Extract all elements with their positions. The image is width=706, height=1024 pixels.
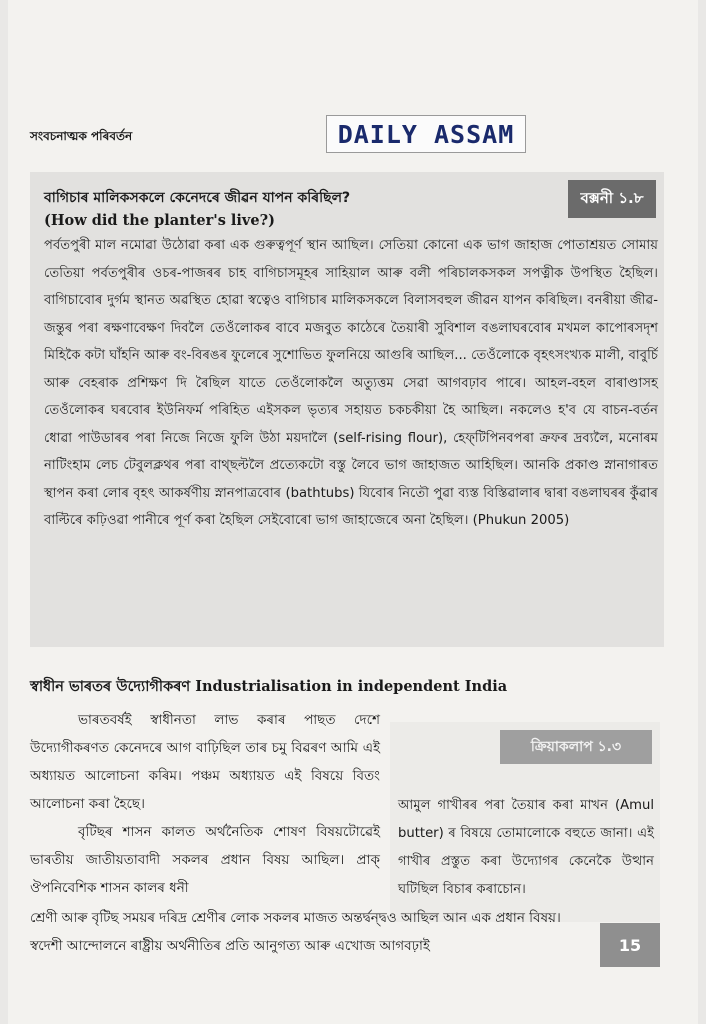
- activity-box: [390, 722, 660, 922]
- activity-badge: ক্ৰিয়াকলাপ ১.৩: [500, 730, 652, 764]
- box-1-8: [30, 172, 664, 647]
- section-heading-assamese: স্বাধীন ভাৰতৰ উদ্যোগীকৰণ: [30, 679, 191, 695]
- box-question-assamese: বাগিচাৰ মালিকসকলে কেনেদৰে জীৱন যাপন কৰিছিল?: [44, 190, 351, 206]
- activity-body: আমুল গাখীৰৰ পৰা তৈয়াৰ কৰা মাখন (Amul butter) ৰ বিষয়ে তোমালোকে বহুতে জানা। এই গাখীৰ প্ৰস্তুত কৰা উদ্যোগৰ কেনেকৈ উত্থান ঘটিছিল বিচাৰ কৰাচোন।: [398, 798, 654, 897]
- section-heading-english: Industrialisation in independent India: [195, 678, 508, 695]
- box-number-badge: বক্সনী ১.৮: [568, 180, 656, 218]
- activity-text: [398, 792, 654, 904]
- chapter-title: সংবচনাত্মক পৰিবৰ্তন: [30, 129, 133, 143]
- box-question-english: (How did the planter's live?): [44, 212, 275, 229]
- paragraph-1: ভাৰতবৰ্ষই স্বাধীনতা লাভ কৰাৰ পাছত দেশে উদ্যোগীকৰণত কেনেদৰে আগ বাঢ়িছিল তাৰ চমু বিৱৰণ আমি এই অধ্যায়ত আলোচনা কৰিম। পঞ্চম অধ্যায়ত এই বিষয়ে বিতং আলোচনা কৰা হৈছে।: [30, 712, 380, 812]
- body-column: [30, 706, 380, 902]
- page-number: 15: [600, 923, 660, 967]
- box-body-text: পৰ্বতপুৰী মাল নমোৱা উঠোৱা কৰা এক গুৰুত্বপূৰ্ণ স্থান আছিল। সেতিয়া কোনো এক ভাগ জাহাজ পোতাশ্ৰয়ত সোমায় তেতিয়া পৰ্বতপুৰীৰ ওচৰ-পাজৰৰ চাহ বাগিচাসমূহৰ সাহিয়াল আৰু বলী পৰিচালকসকল সপত্নীক উপস্থিত হৈছিল। বাগিচাবোৰ দুৰ্গম স্থানত অৱস্থিত হোৱা স্বত্বেও বাগিচাৰ মালিকসকলে বিলাসবহুল জীৱন যাপন কৰিছিল। বনৰীয়া জীৱ-জন্তুৰ পৰা ৰক্ষণাবেক্ষণ দিবলৈ তেওঁলোকৰ বাবে মজবুত কাঠেৰে তৈয়াৰী সুবিশাল বঙলাঘৰবোৰ মখমল কাপোৰসদৃশ মিহিকৈ কটা ঘাঁহনি আৰু বং-বিৰঙৰ ফুলেৰে সুশোভিত ফুলনিয়ে আগুৰি আছিল... তেওঁলোকে বৃহৎসংখ্যক মালী, বাবুৰ্চি আৰু বেহৰাক প্ৰশিক্ষণ দি ৰৈছিল যাতে তেওঁলোকলৈ অত্যুত্তম সেৱা আগবঢ়াব পাৰে। আহল-বহল বাৰাণ্ডাসহ তেওঁলোকৰ ঘৰবোৰ ইউনিফৰ্ম পৰিহিত এইসকল ভৃত্যৰ সহায়ত চকচকীয়া হৈ আছিল। নকলেও হ'ব যে বাচন-বৰ্তন ধোৱা পাউডাৰৰ পৰা নিজে নিজে ফুলি উঠা ময়দালৈ (self-rising flour), হেফ্‌টিপিনবপৰা ক্ৰফৰ দ্ৰব্যলৈ, মনোৰম নাটিংহাম লেচ টেবুলক্লথৰ পৰা বাথ্‌ছল্টলৈ প্ৰত্যেকটো বস্তু লৈবে ভাগ জাহাজত আহিছিল। আনকি প্ৰকাণ্ড স্নানাগাৰত স্থাপন কৰা লোৰ বৃহৎ আকৰ্ষণীয় স্নানপাত্ৰবোৰ (bathtubs) যিবোৰ নিতৌ পুৱা ব্যস্ত বিস্তিৱালাৰ দ্বাৰা বঙলাঘৰৰ কুঁৱাৰ বাল্টিৰে কঢ়িওৱা পানীৰে পূৰ্ণ কৰা হৈছিল সেইবোৰো ভাগ জাহাজেৰে অনা হৈছিল। (Phukun 2005): [44, 238, 658, 528]
- section-heading: [30, 676, 507, 700]
- paragraph-2: বৃটিছৰ শাসন কালত অৰ্থনৈতিক শোষণ বিষয়টোৱেই ভাৰতীয় জাতীয়তাবাদী সকলৰ প্ৰধান বিষয় আছিল। প্ৰাক্ ঔপনিবেশিক শাসন কালৰ ধনী: [30, 824, 380, 896]
- daily-assam-logo: DAILY ASSAM: [326, 115, 526, 153]
- textbook-page: [8, 0, 698, 1024]
- paragraph-2-continuation: শ্ৰেণী আৰু বৃটিছ সময়ৰ দৰিদ্ৰ শ্ৰেণীৰ লোক সকলৰ মাজত অন্তৰ্দ্বন্দ্বও আছিল আন এক প্ৰধান বিষয়। স্বদেশী আন্দোলনে ৰাষ্ট্ৰীয় অৰ্থনীতিৰ প্ৰতি আনুগত্য আৰু এখোজ আগবঢ়াই: [30, 910, 561, 954]
